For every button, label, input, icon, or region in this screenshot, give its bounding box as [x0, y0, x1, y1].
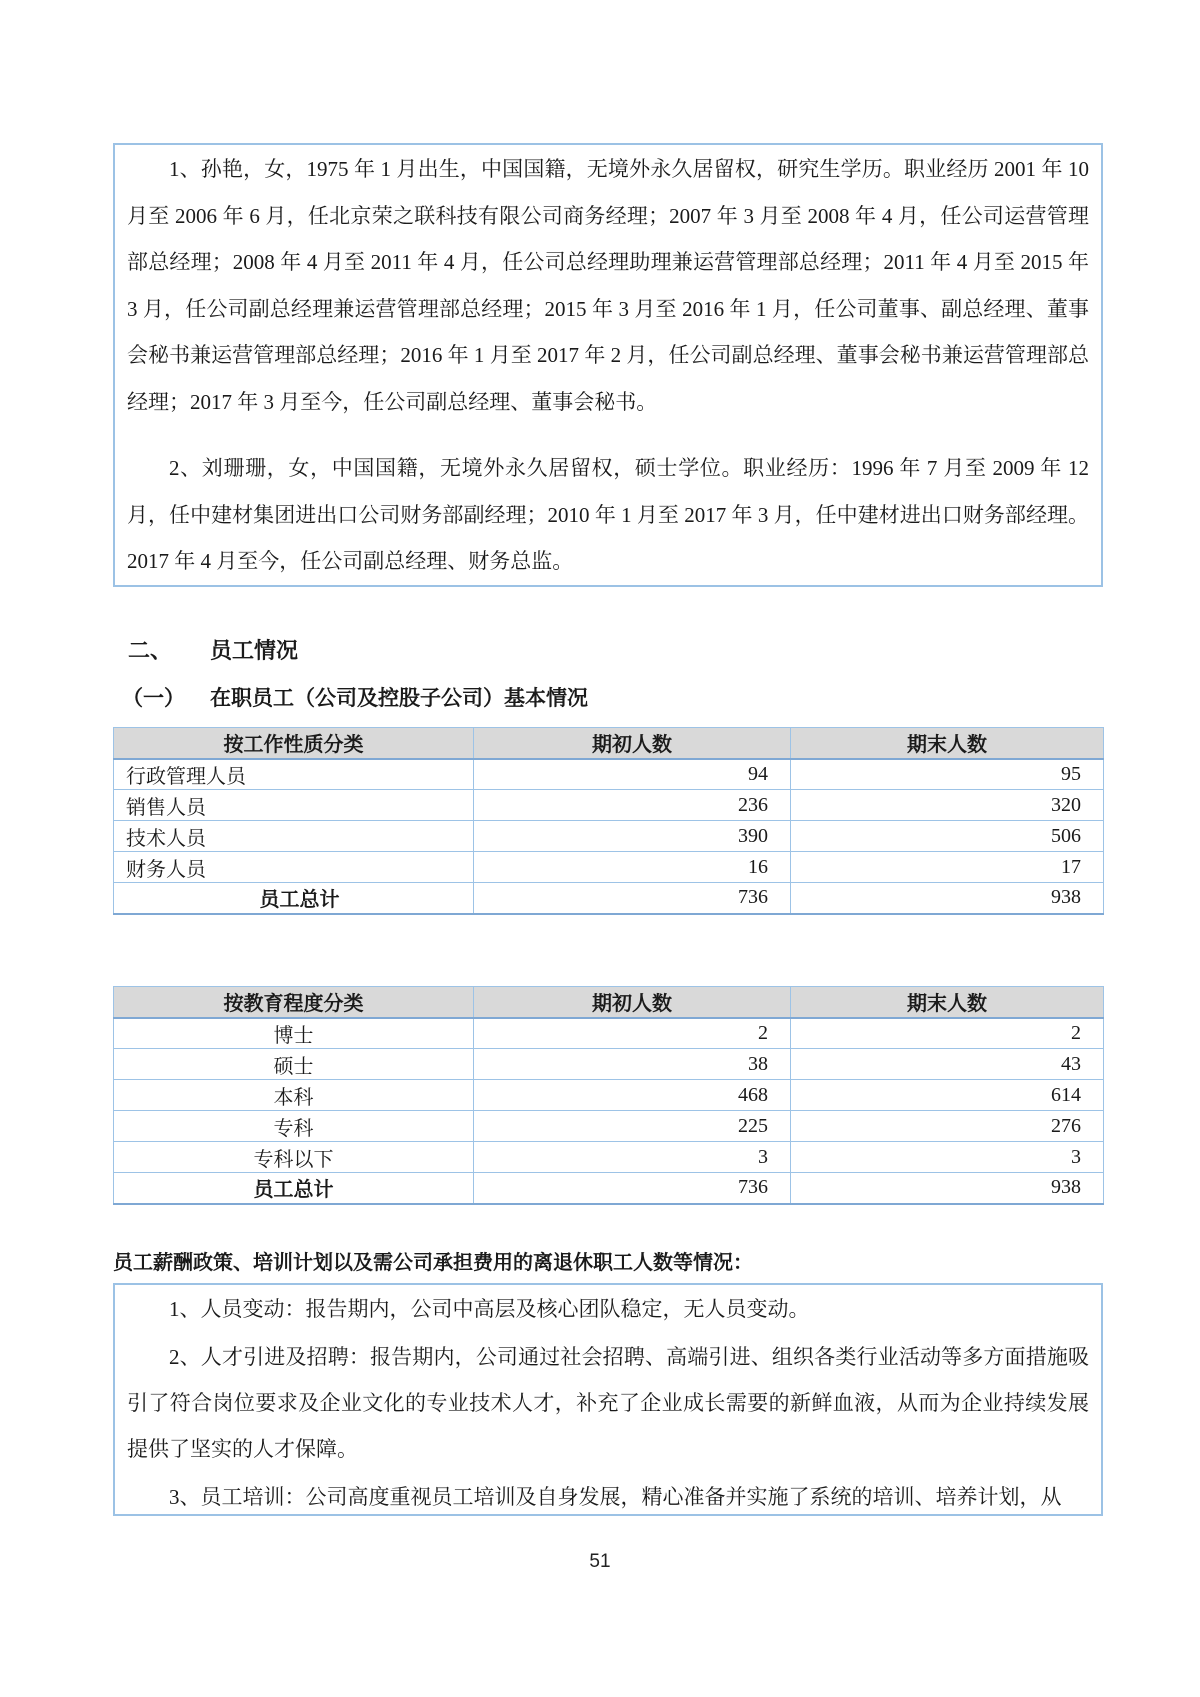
table-cell: 专科以下 [114, 1142, 474, 1173]
section-heading [128, 634, 298, 665]
table-cell: 17 [791, 852, 1104, 883]
table-row [114, 852, 1104, 883]
executive-bio-box [113, 143, 1103, 587]
table-header-row [114, 987, 1104, 1018]
table-row [114, 1080, 1104, 1111]
table-row [114, 759, 1104, 790]
table-cell: 736 [474, 1173, 791, 1204]
table-cell: 员工总计 [114, 883, 474, 914]
subsection-number: （一） [122, 686, 185, 710]
table-row [114, 1018, 1104, 1049]
table-cell: 2 [791, 1018, 1104, 1049]
salary-policy-heading [113, 1246, 753, 1275]
table-header-cell: 期初人数 [474, 728, 791, 759]
table-row [114, 790, 1104, 821]
table-cell: 本科 [114, 1080, 474, 1111]
table-header-cell: 按工作性质分类 [114, 728, 474, 759]
table-cell: 3 [474, 1142, 791, 1173]
table-cell: 236 [474, 790, 791, 821]
employment-by-job-type-table [113, 727, 1104, 915]
table-total-row [114, 1173, 1104, 1204]
table-cell: 硕士 [114, 1049, 474, 1080]
table-cell: 390 [474, 821, 791, 852]
table-cell: 38 [474, 1049, 791, 1080]
note-paragraph: 1、人员变动：报告期内，公司中高层及核心团队稳定，无人员变动。 [169, 1297, 810, 1321]
table-cell: 95 [791, 759, 1104, 790]
table-header-cell: 期末人数 [791, 728, 1104, 759]
hr-notes-box [113, 1283, 1103, 1516]
table-cell: 技术人员 [114, 821, 474, 852]
table-cell: 938 [791, 883, 1104, 914]
table-cell: 614 [791, 1080, 1104, 1111]
table-cell: 行政管理人员 [114, 759, 474, 790]
table-cell: 财务人员 [114, 852, 474, 883]
table-header-cell: 期末人数 [791, 987, 1104, 1018]
table-cell: 938 [791, 1173, 1104, 1204]
page-number: 51 [589, 1551, 611, 1572]
table-header-cell: 按教育程度分类 [114, 987, 474, 1018]
bio-paragraph: 2、刘珊珊，女，中国国籍，无境外永久居留权，硕士学位。职业经历：1996 年 7 月至 2009 年 12 月，任中建材集团进出口公司财务部副经理；2010 年 1 月至 2017 年 3 月，任中建材进出口财务部经理。2017 年 4 月至今，任公司副总经理、财务总监。 [127, 456, 1089, 573]
employment-by-education-table [113, 986, 1104, 1205]
table-total-row [114, 883, 1104, 914]
note-paragraph: 2、人才引进及招聘：报告期内，公司通过社会招聘、高端引进、组织各类行业活动等多方面措施吸引了符合岗位要求及企业文化的专业技术人才，补充了企业成长需要的新鲜血液，从而为企业持续发展提供了坚实的人才保障。 [127, 1345, 1089, 1461]
subsection-heading [122, 682, 588, 712]
subsection-title: 在职员工（公司及控股子公司）基本情况 [210, 686, 588, 710]
table-cell: 16 [474, 852, 791, 883]
salary-policy-heading-text: 员工薪酬政策、培训计划以及需公司承担费用的离退休职工人数等情况： [113, 1252, 753, 1274]
table-row [114, 1049, 1104, 1080]
bio-paragraph: 1、孙艳，女，1975 年 1 月出生，中国国籍，无境外永久居留权，研究生学历。职业经历 2001 年 10 月至 2006 年 6 月，任北京荣之联科技有限公司商务经理；2007 年 3 月至 2008 年 4 月，任公司运营管理部总经理；2008 年 4 月至 2011 年 4 月，任公司总经理助理兼运营管理部总经理；2011 年 4 月至 2015 年 3 月，任公司副总经理兼运营管理部总经理；2015 年 3 月至 2016 年 1 月，任公司董事、副总经理、董事会秘书兼运营管理部总经理；2016 年 1 月至 2017 年 2 月，任公司副总经理、董事会秘书兼运营管理部总经理；2017 年 3 月至今，任公司副总经理、董事会秘书。 [127, 157, 1089, 414]
section-number: 二、 [128, 638, 173, 663]
table-cell: 3 [791, 1142, 1104, 1173]
table-cell: 736 [474, 883, 791, 914]
section-title: 员工情况 [210, 638, 299, 663]
table-cell: 专科 [114, 1111, 474, 1142]
table-row [114, 821, 1104, 852]
table-cell: 468 [474, 1080, 791, 1111]
table-cell: 博士 [114, 1018, 474, 1049]
table-cell: 506 [791, 821, 1104, 852]
table-row [114, 1142, 1104, 1173]
table-cell: 225 [474, 1111, 791, 1142]
note-paragraph: 3、员工培训：公司高度重视员工培训及自身发展，精心准备并实施了系统的培训、培养计划，从 [169, 1485, 1062, 1509]
table-cell: 2 [474, 1018, 791, 1049]
table-header-row [114, 728, 1104, 759]
table-cell: 276 [791, 1111, 1104, 1142]
table-cell: 销售人员 [114, 790, 474, 821]
table-cell: 94 [474, 759, 791, 790]
table-cell: 员工总计 [114, 1173, 474, 1204]
table-cell: 320 [791, 790, 1104, 821]
table-header-cell: 期初人数 [474, 987, 791, 1018]
table-row [114, 1111, 1104, 1142]
table-cell: 43 [791, 1049, 1104, 1080]
